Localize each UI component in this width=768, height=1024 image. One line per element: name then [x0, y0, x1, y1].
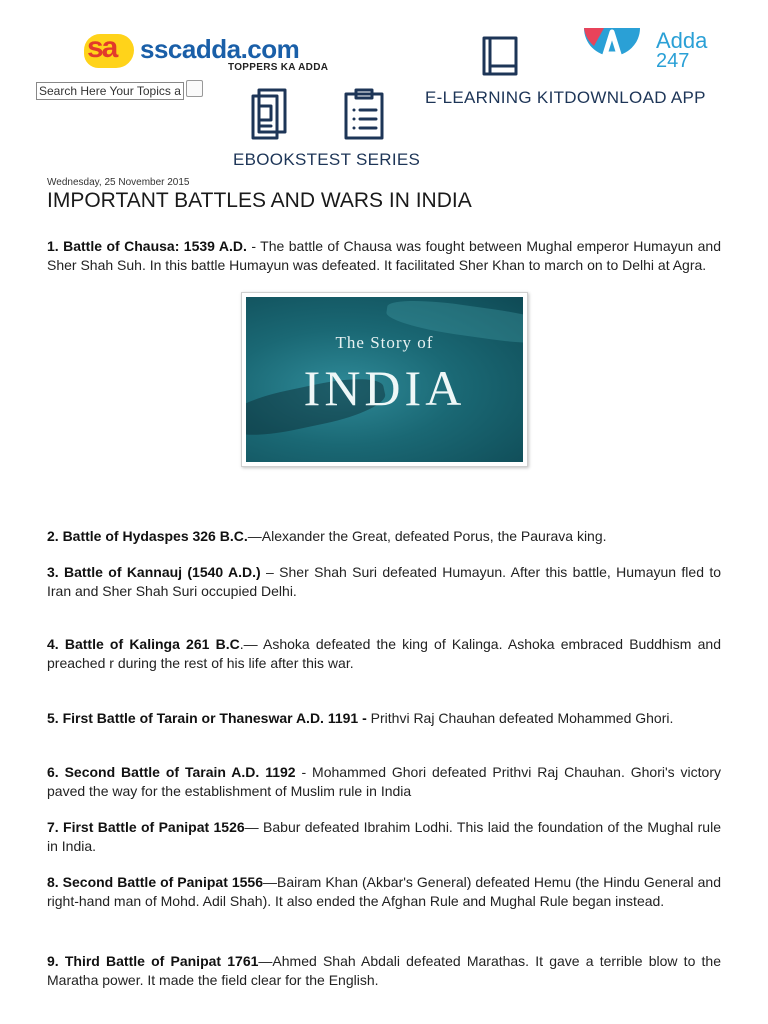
- battle-text: – Sher Shah Suri defeated Humayun. After this battle, Humayun fled to Iran and Sher Shah Suri occupied Delhi.: [47, 564, 721, 599]
- battle-paragraph: [47, 563, 721, 600]
- battle-text: —Alexander the Great, defeated Porus, the Paurava king.: [247, 528, 607, 544]
- battle-paragraph: [47, 763, 721, 800]
- sscadda-logo[interactable]: [84, 31, 346, 74]
- post-date: Wednesday, 25 November 2015: [47, 177, 190, 188]
- battle-paragraph: [47, 873, 721, 910]
- battle-heading: 8. Second Battle of Panipat 1556: [47, 874, 263, 890]
- sa-badge-icon: sa: [84, 34, 134, 68]
- adda-word: Adda: [656, 28, 708, 53]
- battle-text: — Babur defeated Ibrahim Lodhi. This laid the foundation of the Mughal rule in India.: [47, 819, 721, 854]
- battle-paragraph: [47, 818, 721, 855]
- book-icon[interactable]: [480, 34, 522, 78]
- battle-paragraph: [47, 709, 721, 728]
- story-of-india-image: [241, 292, 528, 467]
- logo-tagline: TOPPERS KA ADDA: [228, 62, 329, 73]
- search-input[interactable]: [36, 82, 184, 100]
- adda-number: 247: [656, 50, 690, 72]
- battle-paragraph: [47, 527, 721, 546]
- battle-text: - Mohammed Ghori defeated Prithvi Raj Chauhan. Ghori's victory paved the way for the establishment of Muslim rule in India: [47, 764, 721, 799]
- image-title: INDIA: [303, 360, 466, 416]
- battle-text: - The battle of Chausa was fought between Mughal emperor Humayun and Sher Shah Suh. In this battle Humayun was defeated. It facilitated Sher Khan to march on to Delhi at Agra.: [47, 238, 721, 273]
- logo-name: sscadda.com: [140, 34, 300, 64]
- battle-paragraph: [47, 952, 721, 989]
- battle-paragraph: [47, 635, 721, 672]
- search-button[interactable]: [186, 80, 203, 97]
- battle-text: .— Ashoka defeated the king of Kalinga. Ashoka embraced Buddhism and preached r during the rest of his life after this war.: [47, 636, 721, 671]
- battle-heading: 2. Battle of Hydaspes 326 B.C.: [47, 528, 248, 544]
- battle-text: Prithvi Raj Chauhan defeated Mohammed Ghori.: [366, 710, 674, 726]
- adda-circle-icon: [580, 24, 644, 76]
- battle-heading: 6. Second Battle of Tarain A.D. 1192: [47, 764, 296, 780]
- battle-heading: 5. First Battle of Tarain or Thaneswar A.D. 1191 -: [47, 710, 367, 726]
- image-subtitle: The Story of: [335, 333, 434, 352]
- elearning-download-link[interactable]: E-LEARNING KITDOWNLOAD APP: [425, 88, 706, 107]
- ebooks-test-series-link[interactable]: EBOOKSTEST SERIES: [233, 150, 421, 169]
- battle-heading: 7. First Battle of Panipat 1526: [47, 819, 245, 835]
- clipboard-icon[interactable]: [340, 86, 388, 142]
- battle-text: —Ahmed Shah Abdali defeated Marathas. It gave a terrible blow to the Maratha power. It made the field clear for the English.: [47, 953, 721, 988]
- adda247-logo[interactable]: [580, 24, 740, 84]
- battle-heading: 9. Third Battle of Panipat 1761: [47, 953, 259, 969]
- battle-heading: 4. Battle of Kalinga 261 B.C: [47, 636, 240, 652]
- battle-paragraph: [47, 237, 721, 274]
- post-title: IMPORTANT BATTLES AND WARS IN INDIA: [47, 189, 472, 212]
- battle-heading: 3. Battle of Kannauj (1540 A.D.): [47, 564, 261, 580]
- battle-heading: 1. Battle of Chausa: 1539 A.D.: [47, 238, 247, 254]
- battle-text: —Bairam Khan (Akbar's General) defeated Hemu (the Hindu General and right-hand man of Mohd. Adil Shah). It also ended the Afghan Rule and Mughal Rule began instead.: [47, 874, 721, 909]
- ebook-icon[interactable]: [247, 86, 295, 142]
